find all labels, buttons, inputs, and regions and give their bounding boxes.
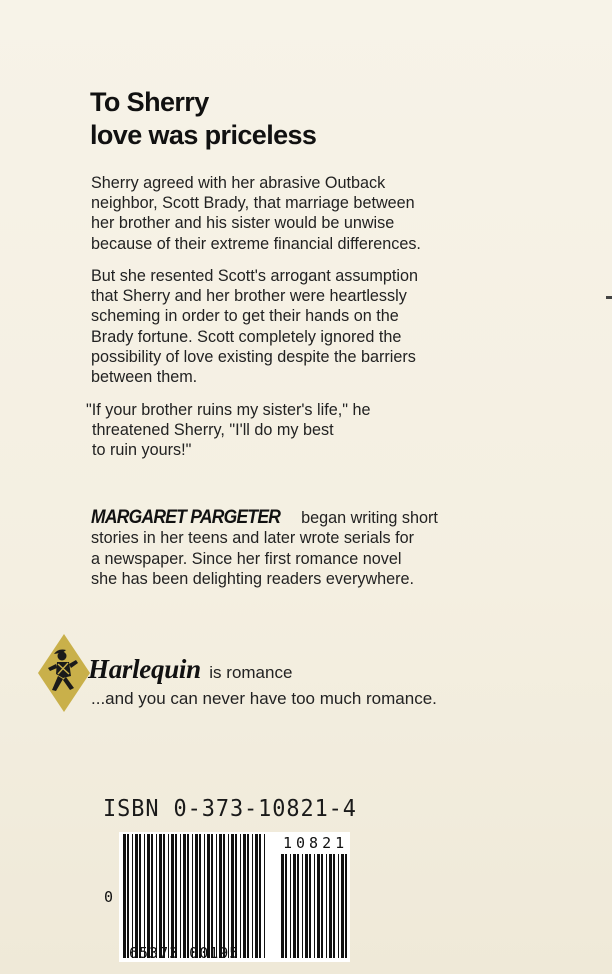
barcode-bar — [135, 834, 138, 958]
text-line: "If your brother ruins my sister's life," he — [86, 401, 371, 419]
barcode — [119, 832, 350, 962]
brand-suffix: is romance — [209, 663, 293, 682]
barcode-bar — [228, 834, 229, 958]
barcode-bar — [243, 834, 246, 958]
barcode-bar — [305, 854, 308, 958]
text-line: because of their extreme financial differences. — [91, 234, 421, 253]
barcode-supplement-digits: 10821 — [283, 834, 349, 852]
barcode-bar — [171, 834, 174, 958]
barcode-bar — [329, 854, 332, 958]
text-line: she has been delighting readers everywhere. — [91, 570, 415, 589]
barcode-bar — [195, 834, 198, 958]
barcode-bar — [235, 834, 237, 958]
headline-line-1: To Sherry — [90, 87, 209, 117]
barcode-bar — [168, 834, 169, 958]
barcode-bar — [127, 834, 129, 958]
barcode-bar — [204, 834, 205, 958]
barcode-bar — [285, 854, 287, 958]
barcode-bar — [180, 834, 181, 958]
barcode-bar — [293, 854, 296, 958]
barcode-bar — [326, 854, 327, 958]
text-line: possibility of love existing despite the barriers — [91, 347, 416, 366]
barcode-bar — [302, 854, 303, 958]
text-line: Sherry agreed with her abrasive Outback — [91, 174, 386, 192]
blurb-paragraph-2 — [91, 266, 511, 387]
barcode-bar — [309, 854, 311, 958]
brand-wordmark: Harlequin — [88, 654, 201, 684]
author-name: MARGARET PARGETER — [91, 507, 281, 528]
text-line: that Sherry and her brother were heartlessly — [91, 287, 407, 306]
barcode-bar — [183, 834, 186, 958]
barcode-bar — [341, 854, 344, 958]
isbn: ISBN 0-373-10821-4 — [103, 796, 357, 822]
barcode-bar — [240, 834, 241, 958]
barcode-bar — [231, 834, 234, 958]
barcode-left-digit: 0 — [104, 888, 114, 906]
blurb-paragraph-1 — [91, 173, 511, 254]
text-line: But she resented Scott's arrogant assumption — [91, 267, 419, 285]
barcode-bar — [223, 834, 225, 958]
brand-tagline: ...and you can never have too much romance. — [91, 689, 437, 708]
barcode-bar — [216, 834, 217, 958]
barcode-bar — [290, 854, 291, 958]
barcode-bar — [321, 854, 323, 958]
headline-line-2: love was priceless — [90, 120, 317, 150]
text-line: threatened Sherry, "I'll do my best — [92, 421, 334, 440]
text-line: Brady fortune. Scott completely ignored the — [91, 327, 402, 346]
barcode-bar — [139, 834, 141, 958]
barcode-bar — [317, 854, 320, 958]
barcode-bar — [255, 834, 258, 958]
edge-mark — [606, 296, 612, 299]
barcode-bar — [123, 834, 126, 958]
barcode-bar — [199, 834, 201, 958]
barcode-bottom-digits: 65373 00195 — [129, 944, 240, 962]
barcode-bar — [192, 834, 193, 958]
author-bio-first: began writing short — [301, 509, 438, 527]
barcode-bar — [151, 834, 153, 958]
text-line: between them. — [91, 368, 198, 387]
barcode-bar — [264, 834, 265, 958]
barcode-bar — [132, 834, 133, 958]
author-bio — [91, 508, 521, 590]
barcode-bar — [175, 834, 177, 958]
barcode-bar — [247, 834, 249, 958]
barcode-bar — [219, 834, 222, 958]
barcode-bar — [147, 834, 150, 958]
barcode-bar — [345, 854, 347, 958]
barcode-bar — [211, 834, 213, 958]
blurb-quote — [86, 400, 506, 461]
text-line: neighbor, Scott Brady, that marriage between — [91, 194, 415, 213]
text-line: stories in her teens and later wrote serials for — [91, 529, 414, 548]
headline — [90, 86, 316, 152]
barcode-bar — [159, 834, 162, 958]
barcode-bar — [259, 834, 261, 958]
barcode-bar — [314, 854, 315, 958]
barcode-bar — [252, 834, 253, 958]
barcode-bar — [144, 834, 145, 958]
barcode-bar — [187, 834, 189, 958]
text-line: a newspaper. Since her first romance novel — [91, 549, 402, 568]
text-line: her brother and his sister would be unwise — [91, 214, 395, 233]
harlequin-diamond-logo-icon — [36, 632, 92, 714]
barcode-bar — [281, 854, 284, 958]
barcode-bar — [338, 854, 339, 958]
text-line: to ruin yours!" — [92, 441, 192, 460]
barcode-bar — [297, 854, 299, 958]
barcode-bar — [207, 834, 210, 958]
text-line: scheming in order to get their hands on the — [91, 307, 399, 326]
barcode-bar — [156, 834, 157, 958]
barcode-bar — [163, 834, 165, 958]
brand-line — [88, 654, 292, 685]
barcode-bar — [333, 854, 335, 958]
